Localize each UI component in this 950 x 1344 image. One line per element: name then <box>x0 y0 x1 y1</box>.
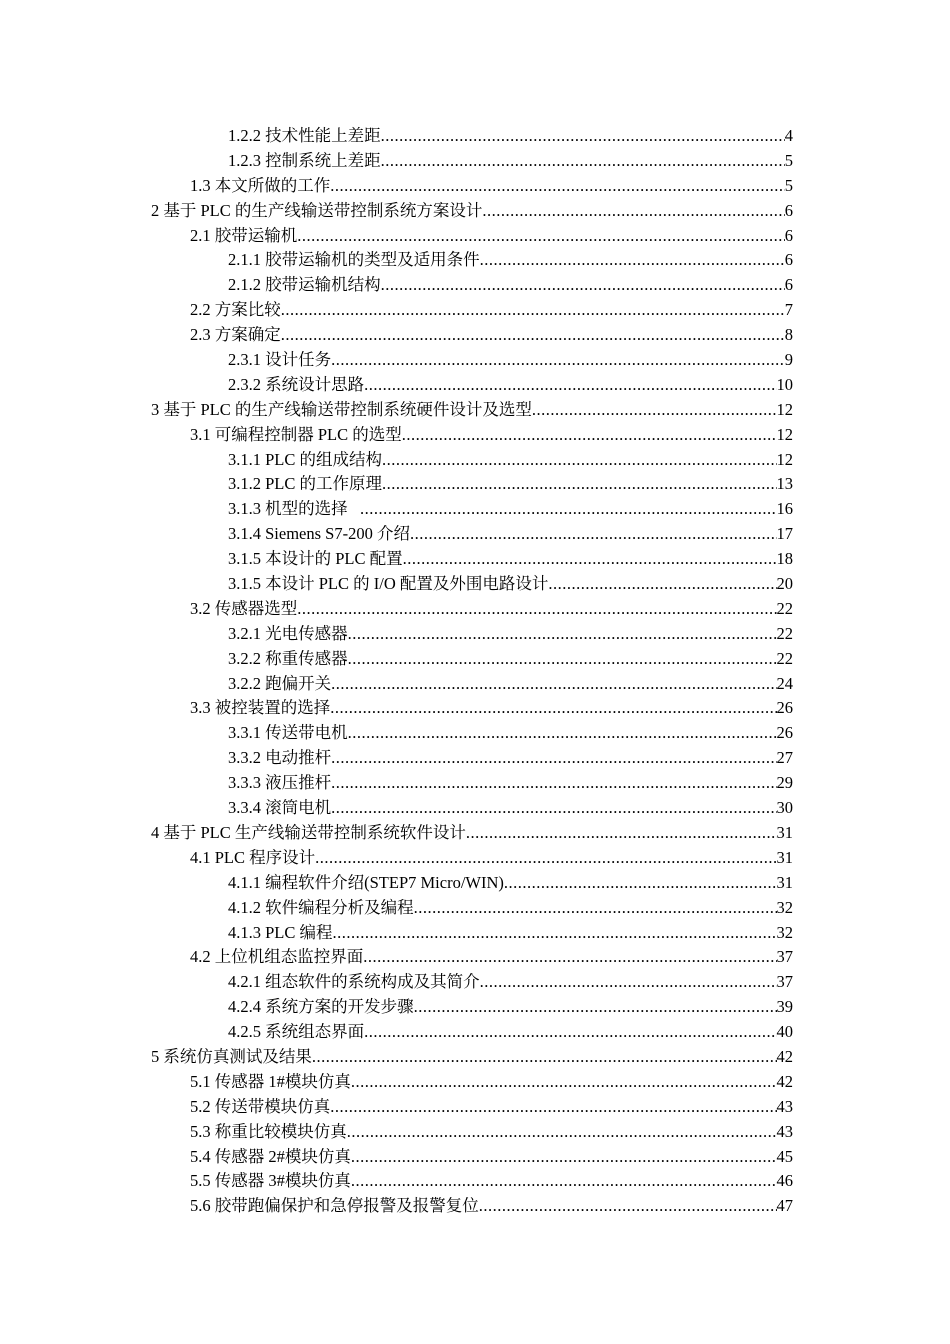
toc-dot-leader <box>466 821 777 846</box>
toc-page-number: 24 <box>776 673 793 693</box>
toc-entry[interactable] <box>228 497 793 522</box>
toc-entry-title: 3.1.3 机型的选择 <box>228 499 360 519</box>
toc-dot-leader <box>281 298 785 323</box>
toc-entry-title: 3.1.4 Siemens S7-200 介绍 <box>228 524 410 544</box>
toc-entry[interactable] <box>228 1020 793 1045</box>
toc-entry[interactable] <box>228 995 793 1020</box>
toc-dot-leader <box>331 348 785 373</box>
toc-page-number: 31 <box>776 847 793 867</box>
toc-entry[interactable] <box>190 846 793 871</box>
toc-page-number: 20 <box>776 574 793 594</box>
toc-entry-title: 3.1 可编程控制器 PLC 的选型 <box>190 424 402 444</box>
toc-dot-leader <box>347 1120 777 1145</box>
toc-entry[interactable] <box>190 1095 793 1120</box>
toc-dot-leader <box>330 174 785 199</box>
toc-entry-title: 3.3.4 滚筒电机 <box>228 798 332 818</box>
toc-dot-leader <box>315 846 776 871</box>
toc-dot-leader <box>504 871 777 896</box>
toc-entry[interactable] <box>190 224 793 249</box>
toc-dot-leader <box>482 199 784 224</box>
toc-entry-title: 5.3 称重比较模块仿真 <box>190 1121 347 1141</box>
toc-entry-title: 3.3.2 电动推杆 <box>228 748 332 768</box>
toc-dot-leader <box>381 273 785 298</box>
toc-dot-leader <box>351 1169 777 1194</box>
toc-entry-title: 5.6 胶带跑偏保护和急停报警及报警复位 <box>190 1196 479 1216</box>
toc-page-number: 13 <box>776 474 793 494</box>
toc-entry[interactable] <box>228 547 793 572</box>
toc-page-number: 26 <box>776 723 793 743</box>
toc-dot-leader <box>297 597 776 622</box>
toc-dot-leader <box>403 547 777 572</box>
toc-page-number: 43 <box>776 1121 793 1141</box>
toc-entry-title: 4.2.5 系统组态界面 <box>228 1022 365 1042</box>
toc-page-number: 45 <box>776 1146 793 1166</box>
toc-page-number: 12 <box>776 399 793 419</box>
toc-dot-leader <box>480 248 785 273</box>
toc-page-number: 9 <box>784 350 793 370</box>
toc-entry[interactable] <box>190 597 793 622</box>
toc-dot-leader <box>281 323 785 348</box>
toc-entry[interactable] <box>228 871 793 896</box>
toc-entry-title: 3 基于 PLC 的生产线输送带控制系统硬件设计及选型 <box>151 399 532 419</box>
toc-dot-leader <box>364 373 776 398</box>
toc-entry[interactable] <box>228 647 793 672</box>
toc-page-number: 10 <box>776 374 793 394</box>
toc-dot-leader <box>331 672 776 697</box>
toc-entry-title: 1.2.3 控制系统上差距 <box>228 150 381 170</box>
toc-entry-title: 3.1.5 本设计 PLC 的 I/O 配置及外围电路设计 <box>228 574 549 594</box>
toc-dot-leader <box>548 572 776 597</box>
toc-entry-title: 4.1 PLC 程序设计 <box>190 847 316 867</box>
toc-entry[interactable] <box>228 970 793 995</box>
toc-entry[interactable] <box>228 721 793 746</box>
toc-dot-leader <box>348 622 777 647</box>
toc-entry-title: 2.1.2 胶带运输机结构 <box>228 275 381 295</box>
toc-entry-title: 3.2.2 称重传感器 <box>228 648 348 668</box>
toc-page-number: 12 <box>776 424 793 444</box>
toc-dot-leader <box>330 696 776 721</box>
toc-dot-leader <box>402 423 777 448</box>
toc-entry-title: 2.3.2 系统设计思路 <box>228 374 365 394</box>
toc-entry-title: 4.1.1 编程软件介绍(STEP7 Micro/WIN) <box>228 872 504 892</box>
toc-page-number: 40 <box>776 1022 793 1042</box>
toc-entry[interactable] <box>228 572 793 597</box>
toc-entry-title: 3.3 被控装置的选择 <box>190 698 331 718</box>
toc-page-number: 6 <box>784 225 793 245</box>
toc-entry[interactable] <box>228 672 793 697</box>
toc-entry[interactable] <box>190 945 793 970</box>
toc-entry-title: 4.2.4 系统方案的开发步骤 <box>228 997 414 1017</box>
toc-dot-leader <box>331 796 776 821</box>
toc-entry-title: 3.1.2 PLC 的工作原理 <box>228 474 383 494</box>
toc-dot-leader <box>297 224 785 249</box>
toc-page-number: 37 <box>776 972 793 992</box>
toc-dot-leader <box>333 921 777 946</box>
toc-entry[interactable] <box>190 423 793 448</box>
toc-entry[interactable] <box>190 1120 793 1145</box>
toc-dot-leader <box>331 746 776 771</box>
toc-dot-leader <box>312 1045 777 1070</box>
toc-page-number: 42 <box>776 1071 793 1091</box>
toc-entry-title: 2.3 方案确定 <box>190 325 281 345</box>
toc-entry[interactable] <box>228 921 793 946</box>
toc-dot-leader <box>363 945 776 970</box>
toc-entry-title: 3.2.2 跑偏开关 <box>228 673 332 693</box>
toc-dot-leader <box>414 896 777 921</box>
toc-page-number: 31 <box>776 822 793 842</box>
toc-entry-title: 3.1.1 PLC 的组成结构 <box>228 449 383 469</box>
toc-dot-leader <box>479 1194 777 1219</box>
toc-entry-title: 3.3.1 传送带电机 <box>228 723 348 743</box>
toc-page-number: 8 <box>784 325 793 345</box>
toc-entry[interactable] <box>190 1070 793 1095</box>
toc-dot-leader <box>382 448 776 473</box>
toc-entry-title: 5 系统仿真测试及结果 <box>151 1046 312 1066</box>
toc-entry[interactable] <box>228 124 793 149</box>
toc-entry-title: 4.1.3 PLC 编程 <box>228 922 333 942</box>
toc-page-number: 12 <box>776 449 793 469</box>
toc-entry[interactable] <box>228 522 793 547</box>
toc-entry[interactable] <box>228 149 793 174</box>
toc-entry-title: 5.4 传感器 2#模块仿真 <box>190 1146 351 1166</box>
toc-page-number: 18 <box>776 549 793 569</box>
toc-entry[interactable] <box>151 398 793 423</box>
toc-page-number: 42 <box>776 1046 793 1066</box>
toc-entry[interactable] <box>228 348 793 373</box>
toc-entry[interactable] <box>190 1169 793 1194</box>
toc-entry[interactable] <box>228 373 793 398</box>
toc-page-number: 17 <box>776 524 793 544</box>
toc-page-number: 32 <box>776 897 793 917</box>
toc-page-number: 5 <box>784 175 793 195</box>
toc-entry[interactable] <box>228 248 793 273</box>
toc-dot-leader <box>360 497 777 522</box>
toc-entry-title: 2.1 胶带运输机 <box>190 225 298 245</box>
toc-entry[interactable] <box>228 796 793 821</box>
toc-entry-title: 3.2 传感器选型 <box>190 598 298 618</box>
toc-page-number: 30 <box>776 798 793 818</box>
toc-entry[interactable] <box>190 174 793 199</box>
toc-entry-title: 2.1.1 胶带运输机的类型及适用条件 <box>228 250 480 270</box>
toc-entry-title: 5.5 传感器 3#模块仿真 <box>190 1171 351 1191</box>
table-of-contents <box>0 124 950 1219</box>
toc-entry[interactable] <box>151 1045 793 1070</box>
toc-entry-title: 3.3.3 液压推杆 <box>228 773 332 793</box>
toc-dot-leader <box>414 995 777 1020</box>
toc-entry-title: 4.2 上位机组态监控界面 <box>190 947 364 967</box>
toc-entry[interactable] <box>190 696 793 721</box>
toc-entry[interactable] <box>151 199 793 224</box>
toc-page-number: 6 <box>784 250 793 270</box>
toc-dot-leader <box>330 1095 776 1120</box>
toc-dot-leader <box>348 721 777 746</box>
toc-entry[interactable] <box>151 821 793 846</box>
toc-entry-title: 1.2.2 技术性能上差距 <box>228 126 381 145</box>
toc-dot-leader <box>364 1020 776 1045</box>
toc-page-number: 7 <box>784 300 793 320</box>
toc-page-number: 43 <box>776 1096 793 1116</box>
toc-entry[interactable] <box>228 622 793 647</box>
toc-page-number: 37 <box>776 947 793 967</box>
toc-page-number: 26 <box>776 698 793 718</box>
toc-entry[interactable] <box>190 1145 793 1170</box>
toc-page-number: 32 <box>776 922 793 942</box>
toc-dot-leader <box>331 771 776 796</box>
toc-page-number: 6 <box>784 200 793 220</box>
toc-entry-title: 4.1.2 软件编程分析及编程 <box>228 897 414 917</box>
toc-entry-title: 2 基于 PLC 的生产线输送带控制系统方案设计 <box>151 200 483 220</box>
toc-dot-leader <box>381 124 785 149</box>
toc-page-number: 46 <box>776 1171 793 1191</box>
toc-page-number: 31 <box>776 872 793 892</box>
toc-entry[interactable] <box>190 323 793 348</box>
toc-page-number: 39 <box>776 997 793 1017</box>
toc-entry-title: 3.2.1 光电传感器 <box>228 623 348 643</box>
toc-page-number: 16 <box>776 499 793 519</box>
toc-entry[interactable] <box>228 273 793 298</box>
toc-page-number: 22 <box>776 598 793 618</box>
toc-page-number: 27 <box>776 748 793 768</box>
toc-entry[interactable] <box>228 448 793 473</box>
toc-entry-title: 5.1 传感器 1#模块仿真 <box>190 1071 351 1091</box>
toc-dot-leader <box>410 522 777 547</box>
toc-dot-leader <box>532 398 777 423</box>
toc-entry-title: 3.1.5 本设计的 PLC 配置 <box>228 549 403 569</box>
toc-dot-leader <box>381 149 785 174</box>
toc-page-number: 29 <box>776 773 793 793</box>
toc-entry-title: 4 基于 PLC 生产线输送带控制系统软件设计 <box>151 822 466 842</box>
toc-entry[interactable] <box>228 896 793 921</box>
toc-entry[interactable] <box>228 746 793 771</box>
toc-page-number: 4 <box>784 126 793 145</box>
toc-dot-leader <box>351 1145 777 1170</box>
toc-entry-title: 2.2 方案比较 <box>190 300 281 320</box>
toc-dot-leader <box>480 970 777 995</box>
toc-entry-title: 5.2 传送带模块仿真 <box>190 1096 331 1116</box>
toc-dot-leader <box>348 647 777 672</box>
toc-page-number: 47 <box>776 1196 793 1216</box>
toc-entry-title: 4.2.1 组态软件的系统构成及其简介 <box>228 972 480 992</box>
toc-entry-title: 2.3.1 设计任务 <box>228 350 332 370</box>
toc-page-number: 22 <box>776 623 793 643</box>
toc-entry[interactable] <box>228 771 793 796</box>
toc-dot-leader <box>351 1070 777 1095</box>
toc-entry[interactable] <box>190 298 793 323</box>
toc-entry[interactable] <box>228 472 793 497</box>
toc-page-number: 5 <box>784 150 793 170</box>
toc-entry-title: 1.3 本文所做的工作 <box>190 175 331 195</box>
toc-entry[interactable] <box>190 1194 793 1219</box>
toc-page-number: 22 <box>776 648 793 668</box>
toc-dot-leader <box>382 472 776 497</box>
toc-page-number: 6 <box>784 275 793 295</box>
